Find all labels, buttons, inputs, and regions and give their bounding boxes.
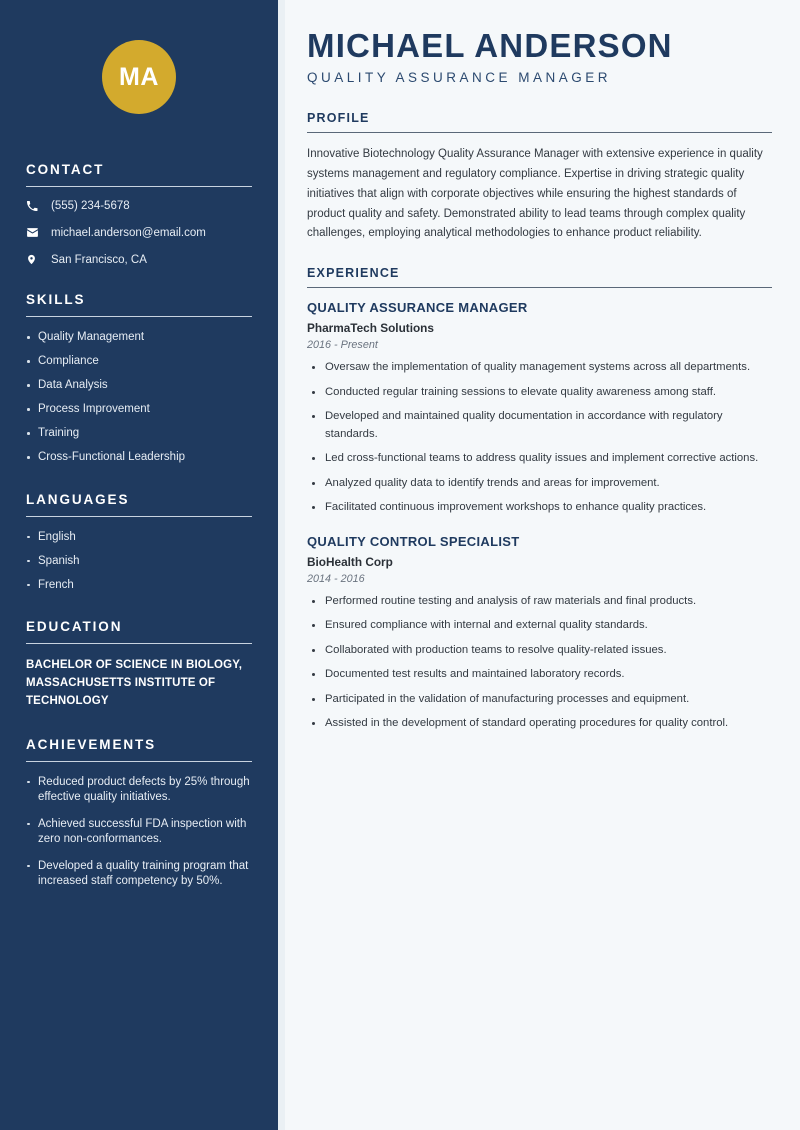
job-company: PharmaTech Solutions bbox=[307, 321, 434, 336]
contact-heading: CONTACT bbox=[26, 162, 105, 177]
main-content bbox=[285, 0, 800, 1130]
list-item: Facilitated continuous improvement workshops to enhance quality practices. bbox=[307, 499, 772, 517]
experience-entry bbox=[307, 300, 772, 517]
job-dates: 2014 - 2016 bbox=[307, 572, 365, 585]
list-item: Conducted regular training sessions to elevate quality awareness among staff. bbox=[307, 384, 772, 402]
list-item: Developed a quality training program that increased staff competency by 50%. bbox=[26, 859, 252, 890]
sidebar-section-contact bbox=[26, 162, 252, 266]
experience-heading: EXPERIENCE bbox=[307, 266, 400, 281]
job-role: QUALITY ASSURANCE MANAGER bbox=[307, 300, 528, 316]
list-item: Process Improvement bbox=[26, 402, 252, 418]
sidebar bbox=[0, 0, 278, 1130]
languages-divider bbox=[26, 516, 252, 517]
achievements-list bbox=[26, 775, 252, 890]
list-item: Led cross-functional teams to address quality issues and implement corrective actions. bbox=[307, 450, 772, 468]
list-item: Collaborated with production teams to resolve quality-related issues. bbox=[307, 642, 772, 660]
section-profile bbox=[307, 111, 772, 244]
sidebar-section-skills bbox=[26, 292, 252, 466]
education-heading: EDUCATION bbox=[26, 619, 123, 635]
list-item: Documented test results and maintained laboratory records. bbox=[307, 666, 772, 684]
achievements-divider bbox=[26, 761, 252, 762]
job-bullet-list bbox=[307, 359, 772, 517]
list-item: Quality Management bbox=[26, 330, 252, 346]
profile-heading: PROFILE bbox=[307, 111, 370, 126]
list-item: Achieved successful FDA inspection with zero non-conformances. bbox=[26, 817, 252, 848]
avatar: MA bbox=[102, 40, 176, 114]
envelope-icon bbox=[26, 226, 44, 239]
phone-icon bbox=[26, 200, 44, 212]
page-title: MICHAEL ANDERSON bbox=[307, 27, 673, 64]
achievements-heading: ACHIEVEMENTS bbox=[26, 736, 157, 752]
job-bullet-list bbox=[307, 593, 772, 733]
languages-list bbox=[26, 530, 252, 594]
languages-heading: LANGUAGES bbox=[26, 491, 130, 507]
list-item: Compliance bbox=[26, 354, 252, 370]
list-item: Training bbox=[26, 426, 252, 442]
sidebar-section-achievements bbox=[26, 737, 252, 890]
contact-item-location[interactable] bbox=[26, 253, 252, 266]
list-item: French bbox=[26, 578, 252, 594]
list-item: Cross-Functional Leadership bbox=[26, 450, 252, 466]
job-role: QUALITY CONTROL SPECIALIST bbox=[307, 533, 520, 549]
list-item: Assisted in the development of standard operating procedures for quality control. bbox=[307, 715, 772, 733]
list-item: Spanish bbox=[26, 554, 252, 570]
profile-divider bbox=[307, 132, 772, 133]
profile-text: Innovative Biotechnology Quality Assurance Manager with extensive experience in quality systems management and regulatory compliance. Expertise in driving strategic quality initiatives that align with corporate objectives while ensuring the highest standards of product quality and safety. Demonstrated ability to lead teams through complex quality challenges, employing analytical methodologies to enhance product reliability. bbox=[307, 148, 763, 240]
job-dates: 2016 - Present bbox=[307, 339, 378, 352]
section-experience bbox=[307, 266, 772, 733]
list-item: Analyzed quality data to identify trends and areas for improvement. bbox=[307, 475, 772, 493]
contact-item-email[interactable] bbox=[26, 226, 252, 239]
list-item: Oversaw the implementation of quality management systems across all departments. bbox=[307, 359, 772, 377]
contact-location-value: San Francisco, CA bbox=[51, 253, 147, 266]
contact-phone-value: (555) 234-5678 bbox=[51, 200, 130, 212]
skills-divider bbox=[26, 316, 252, 317]
list-item: English bbox=[26, 530, 252, 546]
contact-item-phone[interactable] bbox=[26, 200, 252, 212]
education-divider bbox=[26, 643, 252, 644]
list-item: Ensured compliance with internal and external quality standards. bbox=[307, 617, 772, 635]
list-item: Data Analysis bbox=[26, 378, 252, 394]
map-pin-icon bbox=[26, 253, 44, 266]
skills-heading: SKILLS bbox=[26, 292, 86, 307]
sidebar-section-languages bbox=[26, 492, 252, 594]
professional-title: QUALITY ASSURANCE MANAGER bbox=[307, 70, 612, 86]
contact-divider bbox=[26, 186, 252, 187]
avatar-container bbox=[26, 0, 252, 162]
education-degree: BACHELOR OF SCIENCE IN BIOLOGY, MASSACHUSETTS INSTITUTE OF TECHNOLOGY bbox=[26, 659, 243, 707]
list-item: Reduced product defects by 25% through effective quality initiatives. bbox=[26, 775, 252, 806]
experience-entry bbox=[307, 534, 772, 733]
job-company: BioHealth Corp bbox=[307, 554, 393, 569]
list-item: Performed routine testing and analysis of raw materials and final products. bbox=[307, 593, 772, 611]
contact-email-value: michael.anderson@email.com bbox=[51, 226, 206, 239]
list-item: Developed and maintained quality documentation in accordance with regulatory standards. bbox=[307, 408, 772, 443]
list-item: Participated in the validation of manufacturing processes and equipment. bbox=[307, 691, 772, 709]
column-gap bbox=[278, 0, 285, 1130]
experience-divider bbox=[307, 287, 772, 288]
skills-list bbox=[26, 330, 252, 466]
sidebar-section-education bbox=[26, 619, 252, 710]
